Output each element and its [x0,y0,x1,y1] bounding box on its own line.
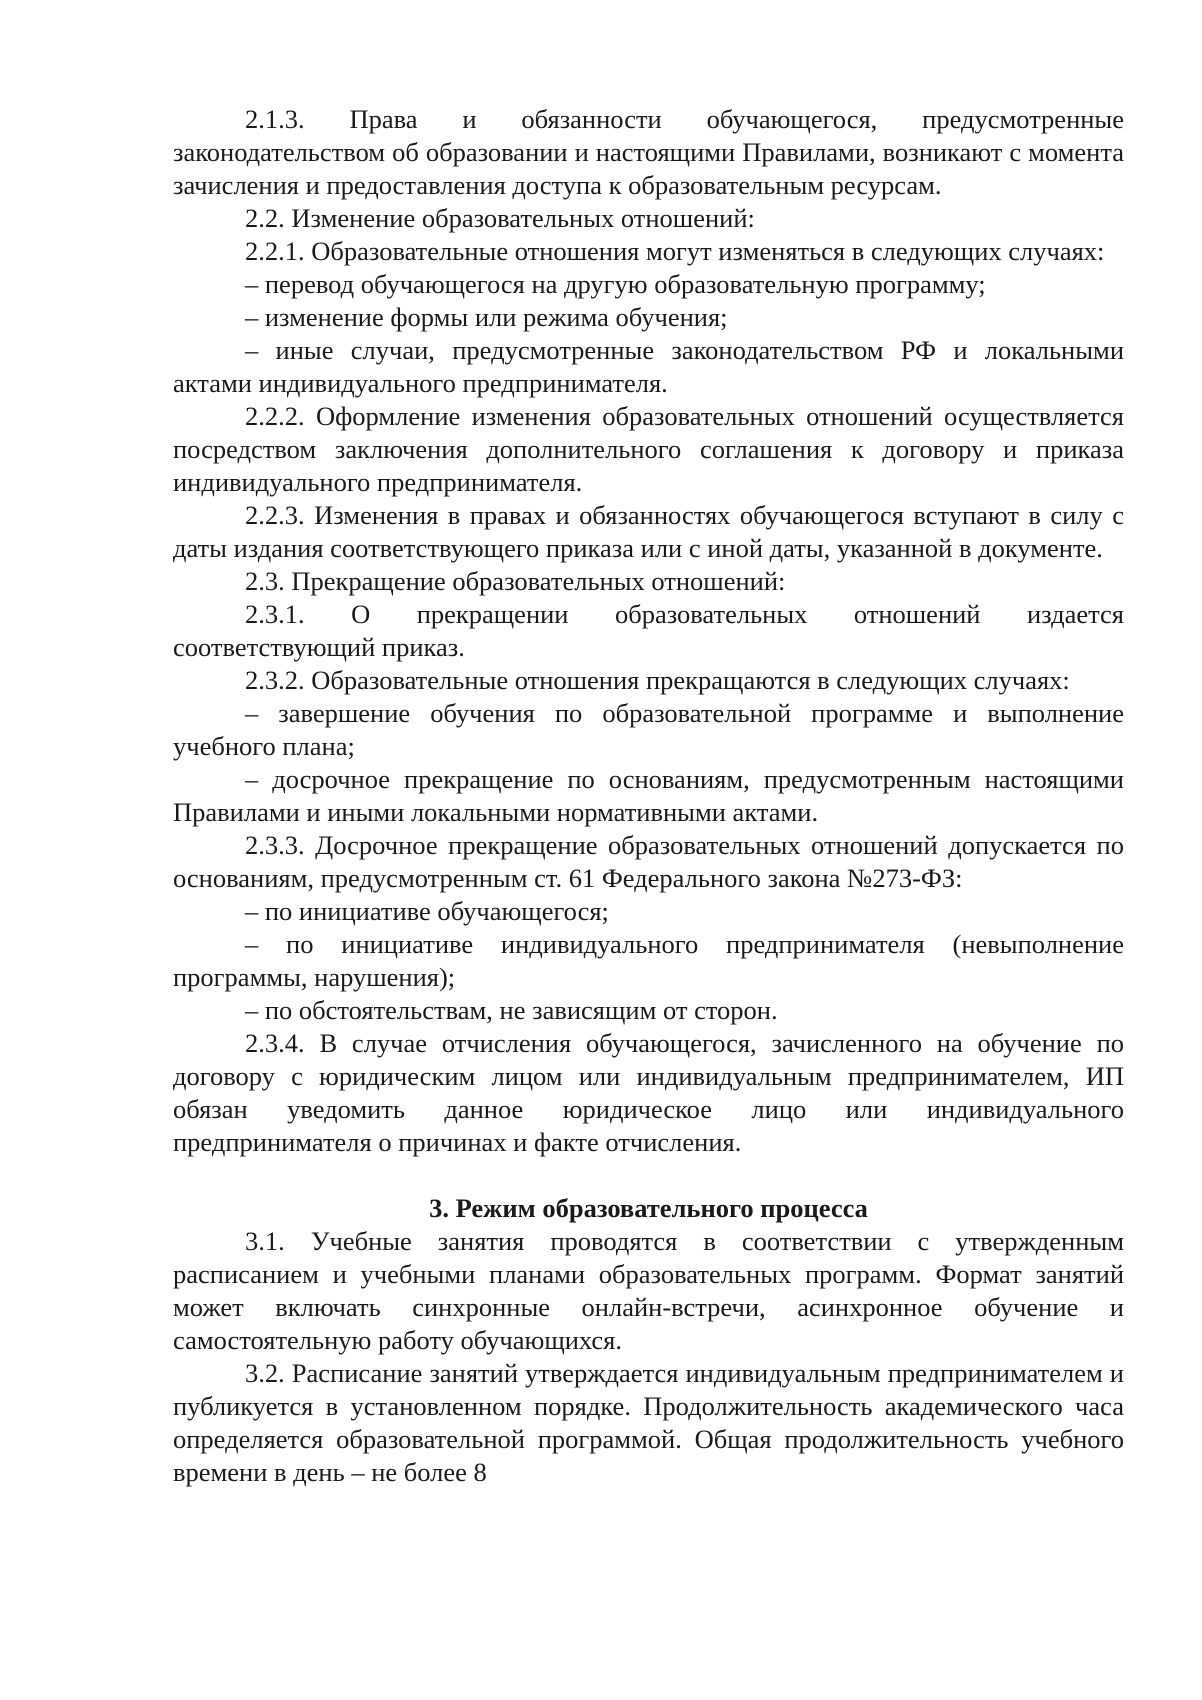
section-heading: 3. Режим образовательного процесса [429,1193,868,1223]
paragraph-3-1: 3.1. Учебные занятия проводятся в соответствии с утвержденным расписанием и учебными планами образовательных программ. Формат занятий может включать синхронные онлайн-встречи, асинхронное обучение и самостоятельную работу обучающихся. [173,1226,1124,1355]
paragraph-2-2-3: 2.2.3. Изменения в правах и обязанностях обучающегося вступают в силу с даты издания соответствующего приказа или с иной даты, указанной в документе. [173,500,1124,563]
paragraph-2-3-2: 2.3.2. Образовательные отношения прекращаются в следующих случаях: [245,665,1070,695]
paragraph-2-3-3: 2.3.3. Досрочное прекращение образовательных отношений допускается по основаниям, предусмотренным ст. 61 Федерального закона №273-ФЗ: [173,830,1124,893]
list-item: – по обстоятельствам, не зависящим от сторон. [245,995,778,1025]
list-item: – по инициативе индивидуального предпринимателя (невыполнение программы, нарушения); [173,929,1124,992]
paragraph-3-2: 3.2. Расписание занятий утверждается индивидуальным предпринимателем и публикуется в установленном порядке. Продолжительность академического часа определяется образовательной программой. Общая продолжительность учебного времени в день – не более 8 [173,1358,1124,1487]
paragraph-2-2-1: 2.2.1. Образовательные отношения могут изменяться в следующих случаях: [245,236,1105,266]
paragraph-2-3: 2.3. Прекращение образовательных отношений: [245,566,786,596]
list-item: – завершение обучения по образовательной программе и выполнение учебного плана; [173,698,1124,761]
paragraph-2-3-4: 2.3.4. В случае отчисления обучающегося, зачисленного на обучение по договору с юридическим лицом или индивидуальным предпринимателем, ИП обязан уведомить данное юридическое лицо или индивидуального предпринимателя о причинах и факте отчисления. [173,1028,1124,1157]
list-item: – иные случаи, предусмотренные законодательством РФ и локальными актами индивидуального предпринимателя. [173,335,1124,398]
paragraph-2-2-2: 2.2.2. Оформление изменения образовательных отношений осуществляется посредством заключения дополнительного соглашения к договору и приказа индивидуального предпринимателя. [173,401,1124,497]
list-item: – досрочное прекращение по основаниям, предусмотренным настоящими Правилами и иными локальными нормативными актами. [173,764,1124,827]
list-item: – по инициативе обучающегося; [245,896,609,926]
paragraph-2-1-3: 2.1.3. Права и обязанности обучающегося, предусмотренные законодательством об образовании и настоящими Правилами, возникают с момента зачисления и предоставления доступа к образовательным ресурсам. [173,104,1124,200]
document-page [173,103,1124,1489]
paragraph-2-2: 2.2. Изменение образовательных отношений: [245,203,755,233]
list-item: – перевод обучающегося на другую образовательную программу; [245,269,986,299]
paragraph-2-3-1: 2.3.1. О прекращении образовательных отношений издается соответствующий приказ. [173,599,1124,662]
list-item: – изменение формы или режима обучения; [245,302,728,332]
